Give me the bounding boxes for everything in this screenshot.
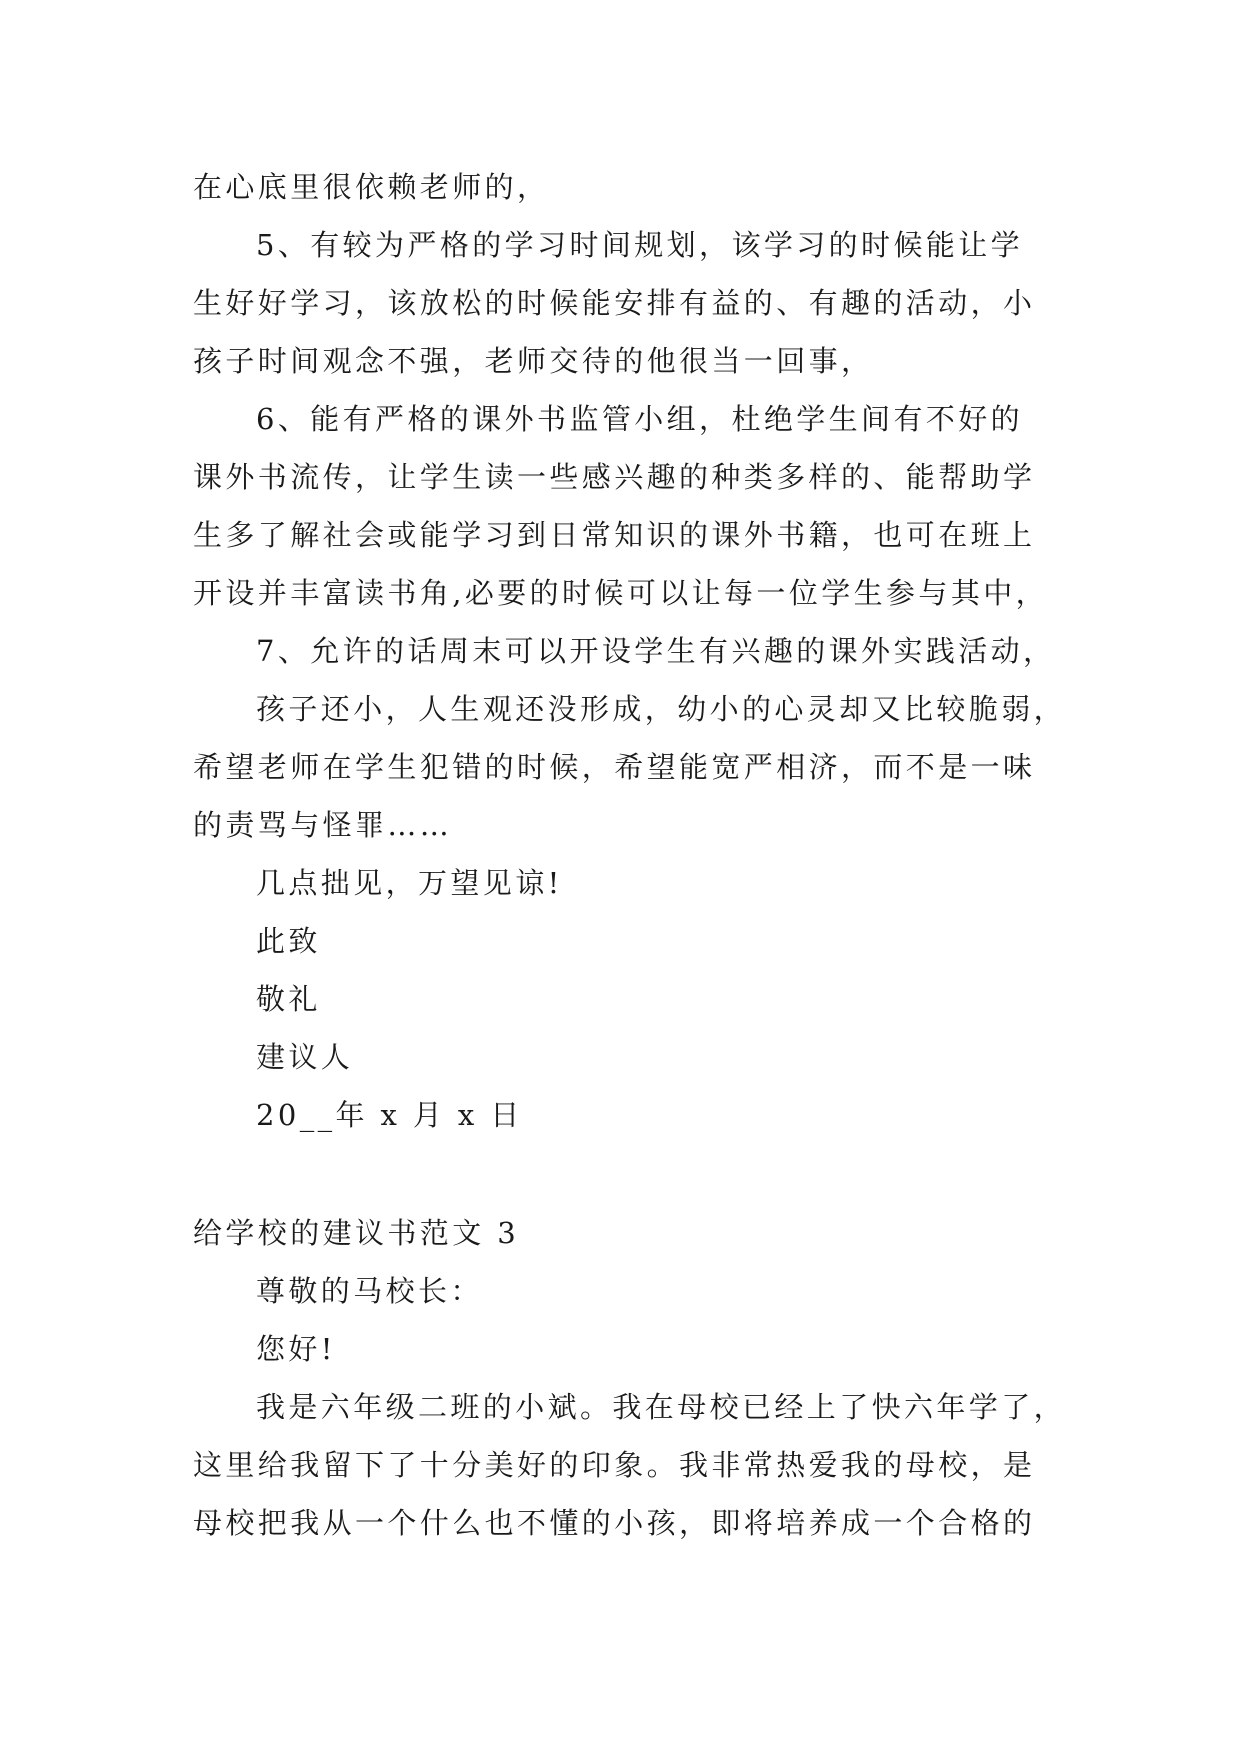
text-line: 此致 [256, 924, 321, 958]
text-line: 生多了解社会或能学习到日常知识的课外书籍，也可在班上 [193, 518, 1036, 552]
text-line: 生好好学习，该放松的时候能安排有益的、有趣的活动，小 [193, 286, 1036, 320]
greeting: 您好! [256, 1332, 336, 1366]
text-line: 孩子时间观念不强，老师交待的他很当一回事， [193, 344, 874, 378]
section-heading: 给学校的建议书范文 3 [193, 1216, 520, 1250]
text-line: 的责骂与怪罪…… [193, 808, 453, 842]
text-line: 课外书流传，让学生读一些感兴趣的种类多样的、能帮助学 [193, 460, 1036, 494]
text-line: 开设并丰富读书角,必要的时候可以让每一位学生参与其中， [193, 576, 1049, 610]
text-line: 在心底里很依赖老师的， [193, 170, 550, 204]
text-line: 这里给我留下了十分美好的印象。我非常热爱我的母校，是 [193, 1448, 1036, 1482]
text-line: 母校把我从一个什么也不懂的小孩，即将培养成一个合格的 [193, 1506, 1036, 1540]
text-line: 希望老师在学生犯错的时候，希望能宽严相济，而不是一味 [193, 750, 1036, 784]
text-line: 7、允许的话周末可以开设学生有兴趣的课外实践活动， [256, 634, 1056, 668]
text-line: 5、有较为严格的学习时间规划，该学习的时候能让学 [256, 228, 1024, 262]
date-line: 20__年 x 月 x 日 [256, 1098, 523, 1132]
text-line: 6、能有严格的课外书监管小组，杜绝学生间有不好的 [256, 402, 1024, 436]
text-line: 孩子还小，人生观还没形成，幼小的心灵却又比较脆弱， [256, 692, 1067, 726]
text-line: 几点拙见，万望见谅! [256, 866, 563, 900]
text-line: 我是六年级二班的小斌。我在母校已经上了快六年学了， [256, 1390, 1067, 1424]
text-line: 敬礼 [256, 982, 321, 1016]
text-line: 建议人 [256, 1040, 354, 1074]
salutation: 尊敬的马校长： [256, 1274, 483, 1308]
